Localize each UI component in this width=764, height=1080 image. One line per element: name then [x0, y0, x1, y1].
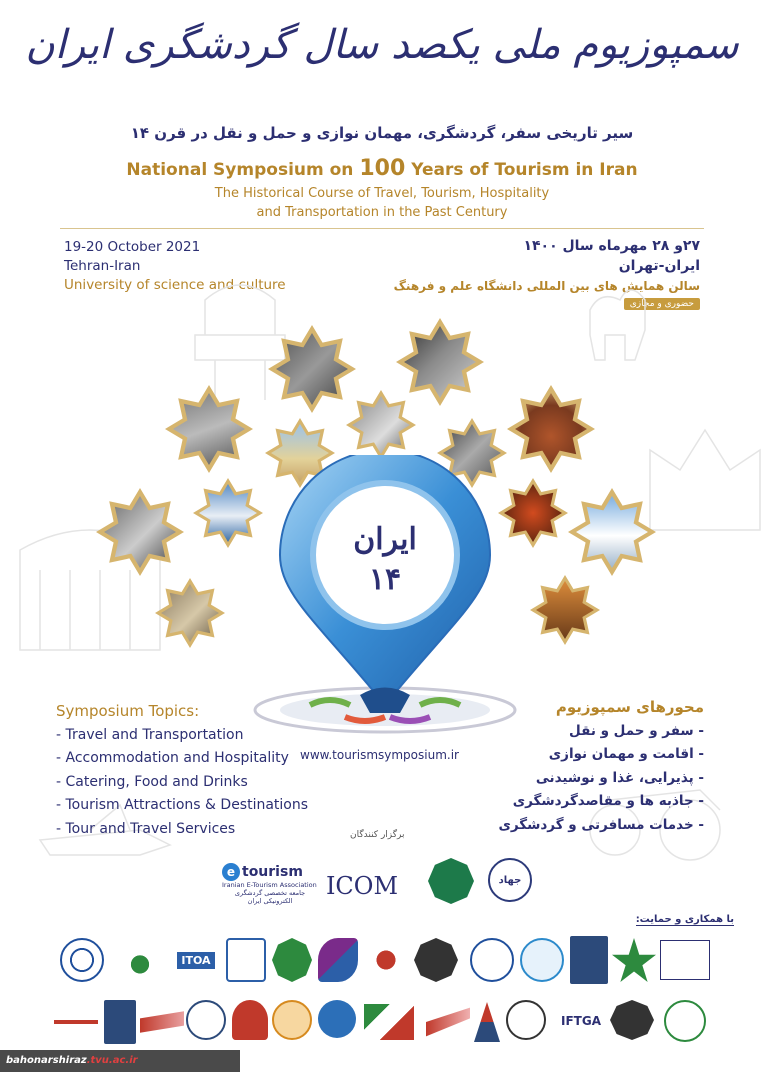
topics-en — [56, 700, 308, 841]
subtitle-en-line2: and Transportation in the Past Century — [256, 205, 508, 220]
jahad-logo: جهاد — [488, 858, 532, 902]
sponsor-logo — [54, 1004, 98, 1044]
etourism-logo-mark — [222, 863, 303, 881]
sponsor-logo — [318, 1000, 356, 1038]
list-item: - Tourism Attractions & Destinations — [56, 797, 309, 813]
pin-label-line1: ایران — [353, 522, 417, 557]
subtitle-en-line1: The Historical Course of Travel, Tourism, Hospitality — [214, 186, 550, 201]
etourism-name: tourism — [242, 864, 303, 880]
sponsor-logo — [318, 938, 358, 982]
page-subtitle-fa: سیر تاریخی سفر، گردشگری، مهمان نوازی و حمل و نقل در قرن ۱۴ — [130, 124, 634, 142]
divider — [60, 228, 704, 229]
sponsors-label: با همکاری و حمایت: — [635, 914, 734, 925]
event-date-fa: ۲۷و ۲۸ مهرماه سال ۱۴۰۰ — [523, 238, 700, 254]
icom-logo: ICOM — [325, 872, 399, 900]
pin-label-line2: ۱۴ — [368, 562, 402, 597]
sponsor-logo — [364, 1004, 414, 1040]
photo-azadi-tower — [568, 488, 656, 576]
list-item: - خدمات مسافرتی و گردشگری — [498, 816, 704, 833]
sponsor-logo — [272, 1000, 312, 1040]
list-item: - Accommodation and Hospitality — [56, 750, 289, 766]
itoa-text: ITOA — [177, 952, 214, 969]
list-item: - Tour and Travel Services — [56, 820, 236, 837]
iftga-logo — [556, 1002, 606, 1040]
list-item: - Travel and Transportation — [56, 726, 244, 743]
sponsor-logo — [364, 938, 408, 982]
mode-badge: حضوری و مجازی — [624, 298, 700, 310]
sponsor-logo — [232, 1000, 268, 1040]
source-watermark — [0, 1050, 240, 1072]
sponsor-logo — [506, 1000, 546, 1040]
sponsor-logo — [104, 1000, 136, 1044]
sponsor-logo — [186, 1000, 226, 1040]
photo-travelers — [396, 318, 484, 406]
sponsor-logo — [272, 938, 312, 982]
university-emblem-logo — [428, 858, 474, 904]
list-item: - سفر و حمل و نقل — [569, 722, 704, 739]
list-item: - اقامت و مهمان نوازی — [548, 746, 704, 762]
etourism-name-fa: جامعه تخصصی گردشگری الکترونیکی ایران — [234, 889, 306, 905]
event-city-en: Tehran-Iran — [64, 258, 141, 274]
title-en-number: 100 — [359, 156, 406, 181]
page-subtitle-en — [0, 184, 764, 222]
list-item: - پذیرایی، غذا و نوشیدنی — [535, 769, 704, 786]
watermark-suffix: .tvu.ac.ir — [86, 1055, 138, 1066]
sponsor-logo — [140, 1004, 184, 1040]
title-en-post: Years of Tourism in Iran — [411, 160, 638, 180]
sponsor-logo — [612, 938, 656, 982]
etourism-name-en: Iranian E-Tourism Association — [222, 881, 317, 889]
sponsor-logo — [660, 940, 710, 980]
watermark-domain: bahonarshiraz — [6, 1055, 87, 1066]
event-venue-en: University of science and culture — [64, 277, 286, 293]
photo-samovar — [507, 385, 595, 473]
photo-persepolis — [530, 575, 600, 645]
event-date-en: 19-20 October 2021 — [64, 239, 201, 255]
list-item: - جاذبه ها و مقاصدگردشگری — [512, 793, 704, 809]
sponsor-logo — [474, 1002, 500, 1042]
page-title-en — [0, 156, 764, 181]
photo-carriage — [346, 390, 416, 460]
topics-en-heading: Symposium Topics: — [56, 702, 200, 720]
pin-label — [320, 520, 450, 600]
photo-old-gate — [155, 578, 225, 648]
organizers-label: برگزار کنندگان — [350, 830, 405, 840]
sponsor-logo — [470, 938, 514, 982]
event-city-fa: ایران-تهران — [618, 258, 700, 274]
title-en-pre: National Symposium on — [126, 160, 354, 180]
sponsor-logo — [610, 1000, 654, 1040]
sponsor-logo — [414, 938, 458, 982]
sponsor-logo — [60, 938, 104, 982]
website-link[interactable]: www.tourismsymposium.ir — [300, 748, 459, 762]
sponsor-logo — [520, 938, 564, 982]
list-item: - Catering, Food and Drinks — [56, 773, 248, 790]
e-icon: e — [222, 863, 240, 881]
itoa-logo — [174, 940, 218, 980]
sponsor-logo — [226, 938, 266, 982]
photo-steam-vehicle — [268, 325, 356, 413]
sponsor-logo — [664, 1000, 706, 1042]
sponsor-logo — [116, 938, 164, 982]
iftga-text: IFTGA — [561, 1014, 601, 1028]
event-venue-fa: سالن همایش های بین المللی دانشگاه علم و فرهنگ — [393, 279, 700, 293]
sponsor-logo — [570, 936, 608, 984]
etourism-logo — [222, 862, 318, 906]
topics-fa — [498, 696, 704, 837]
topics-fa-heading: محورهای سمپوزیوم — [555, 698, 704, 716]
sponsor-logo — [426, 1004, 470, 1040]
page-title-fa: سمپوزیوم ملی یکصد سال گردشگری ایران — [25, 22, 739, 68]
